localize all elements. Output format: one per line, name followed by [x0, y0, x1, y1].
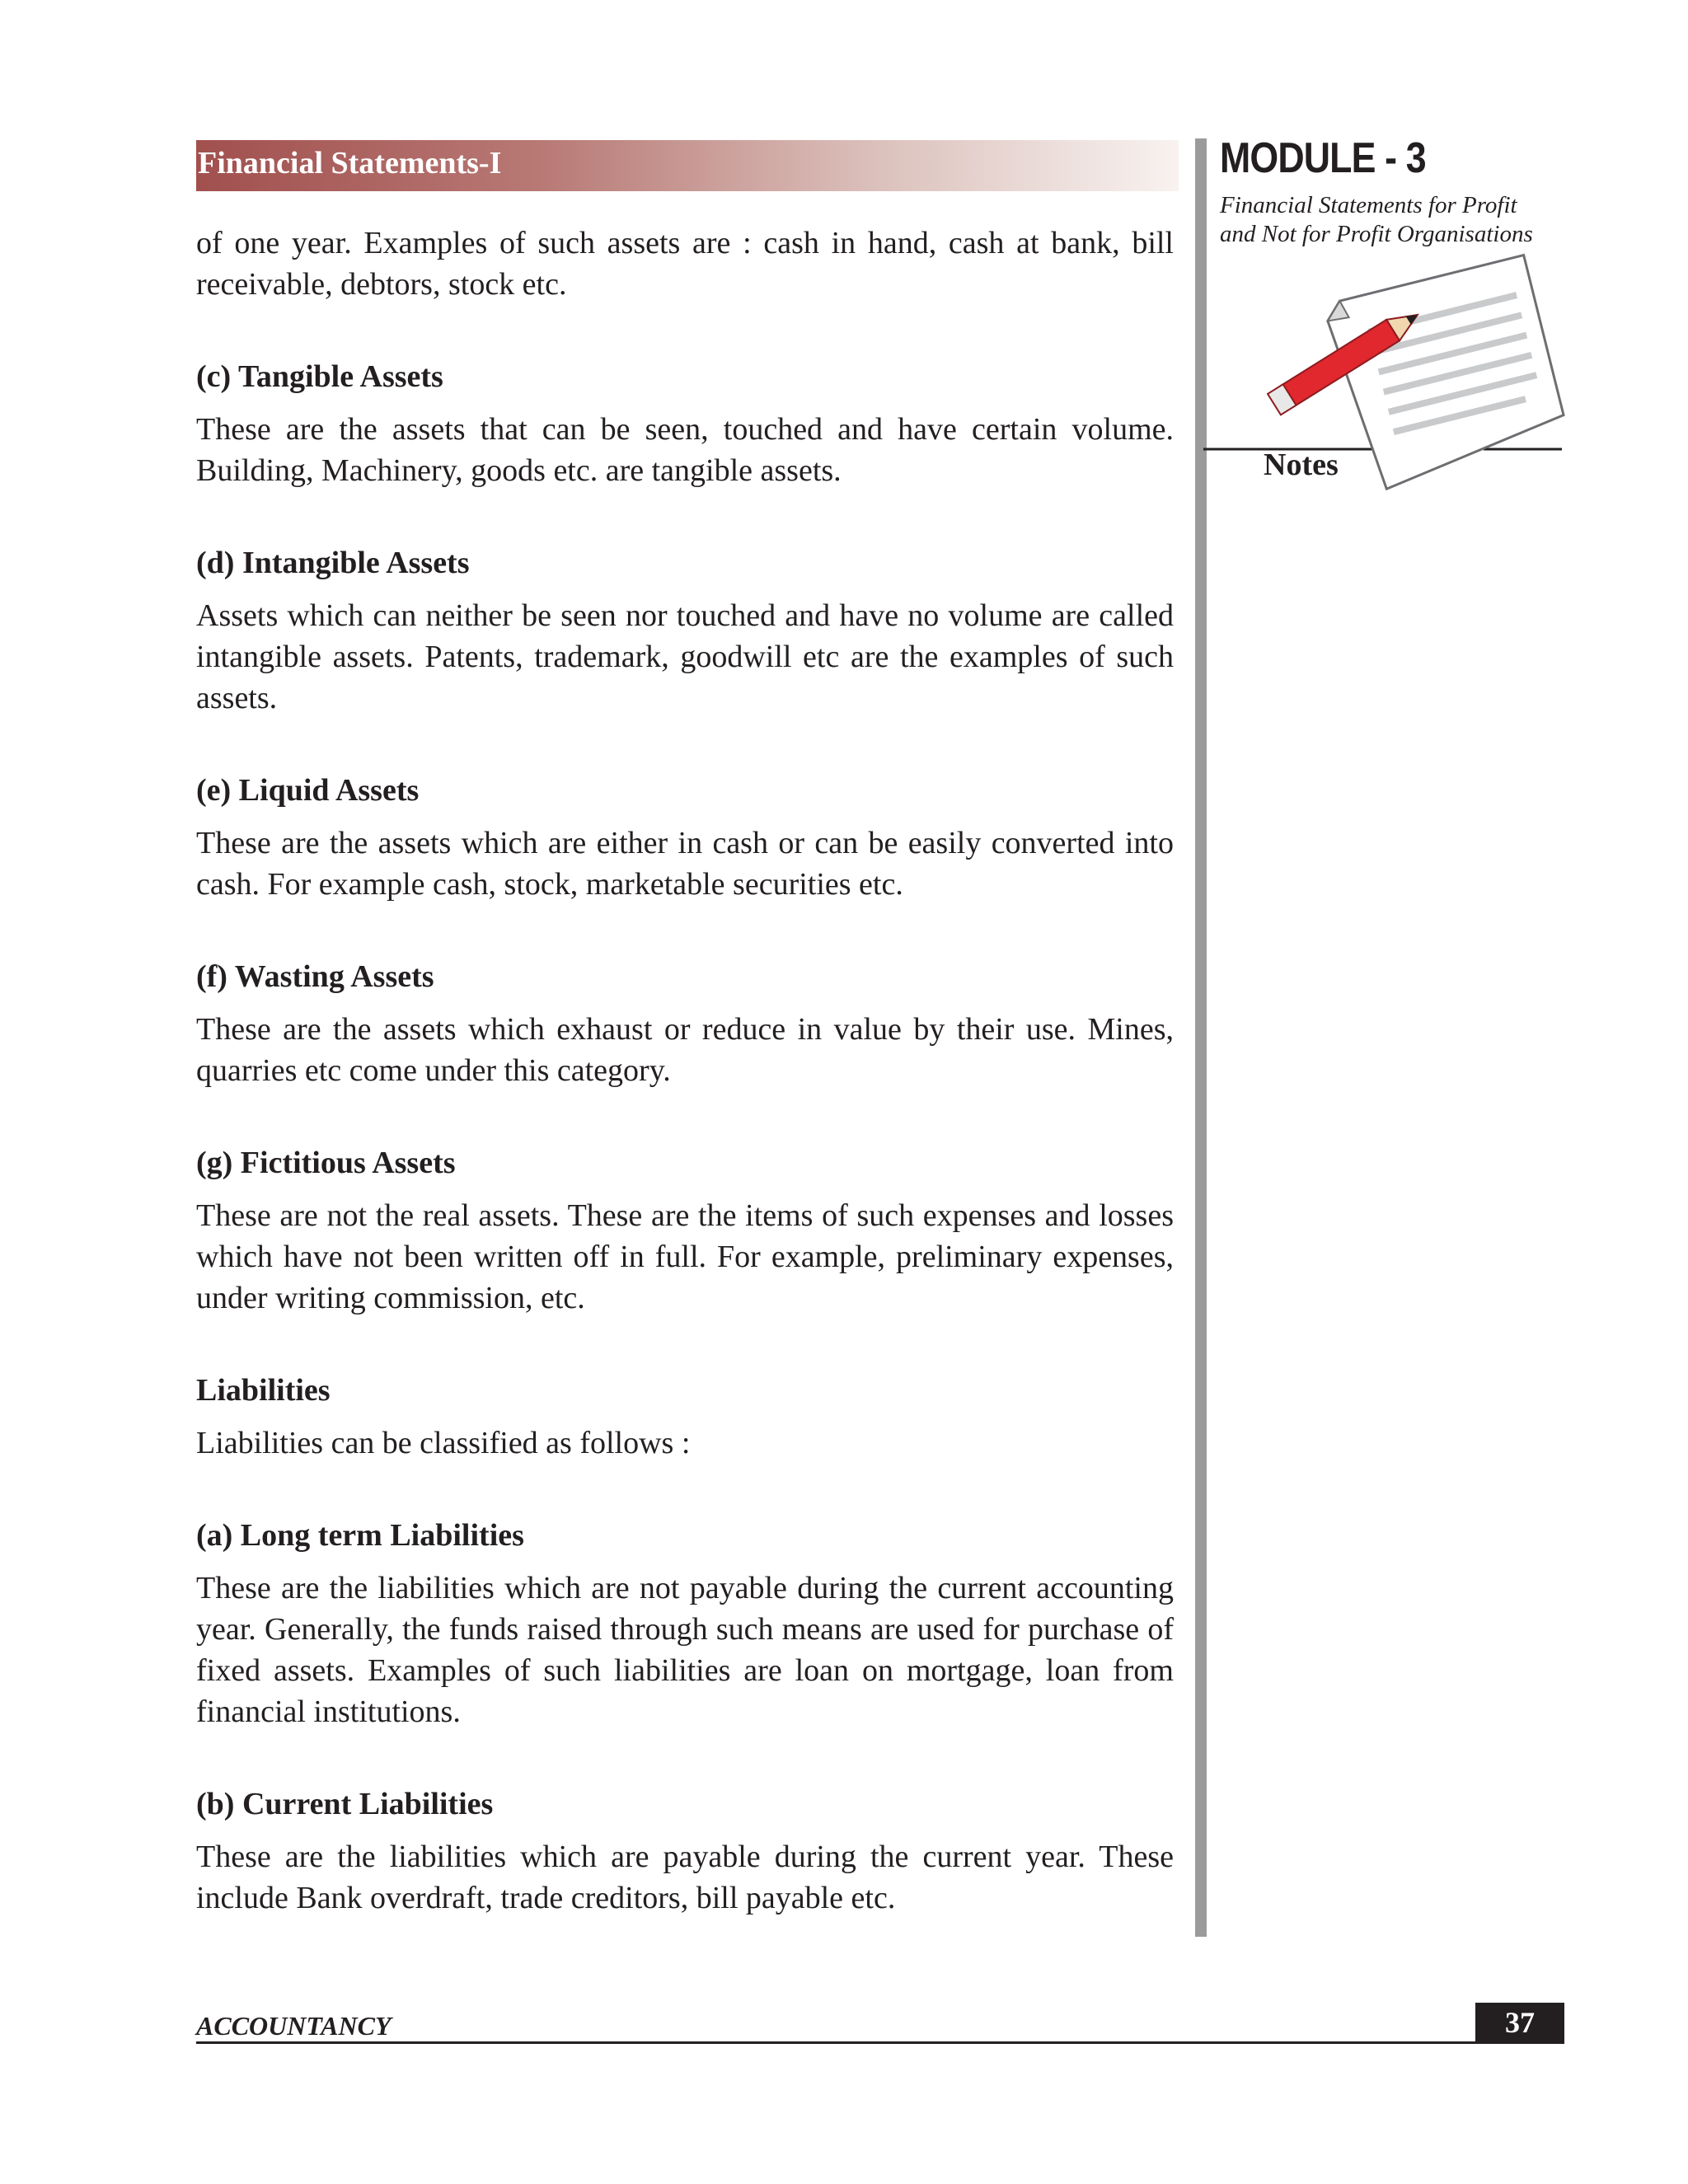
section-heading: (a) Long term Liabilities [196, 1518, 524, 1553]
section-heading: (f) Wasting Assets [196, 959, 434, 994]
page-number: 37 [1475, 2003, 1564, 2042]
section-heading: (c) Tangible Assets [196, 359, 443, 394]
section-text: Assets which can neither be seen nor touched and have no volume are called intangible assets. Patents, trademark, goodwill etc are the examples of such assets. [196, 598, 1174, 715]
section-wasting-assets [196, 956, 1174, 1091]
running-title: Financial Statements-I [198, 146, 502, 180]
section-current-liabilities [196, 1783, 1174, 1919]
section-text: These are the assets which exhaust or reduce in value by their use. Mines, quarries etc come under this category. [196, 1012, 1174, 1088]
intro-paragraph: of one year. Examples of such assets are : cash in hand, cash at bank, bill receivable, debtors, stock etc. [196, 226, 1174, 302]
page-body [196, 223, 1174, 1919]
section-heading: (g) Fictitious Assets [196, 1146, 456, 1180]
notes-label: Notes [1264, 448, 1339, 482]
module-subtitle-line-2: and Not for Profit Organisations [1220, 221, 1533, 247]
section-heading: (d) Intangible Assets [196, 546, 470, 580]
section-text: These are the assets that can be seen, touched and have certain volume. Building, Machinery, goods etc. are tangible assets. [196, 412, 1174, 488]
section-text: Liabilities can be classified as follows : [196, 1426, 691, 1460]
section-heading: (e) Liquid Assets [196, 773, 420, 808]
section-liquid-assets [196, 770, 1174, 905]
section-fictitious-assets [196, 1142, 1174, 1319]
module-subtitle-line-1: Financial Statements for Profit [1220, 192, 1517, 218]
section-long-term-liabilities [196, 1515, 1174, 1732]
section-liabilities [196, 1370, 1174, 1464]
section-heading: (b) Current Liabilities [196, 1787, 494, 1821]
module-subtitle [1220, 191, 1566, 249]
notepad-with-pencil-icon [1203, 251, 1582, 490]
section-text: These are the liabilities which are payable during the current year. These include Bank overdraft, trade creditors, bill payable etc. [196, 1840, 1174, 1915]
footer-rule [196, 2041, 1564, 2044]
module-title: MODULE - 3 [1220, 134, 1426, 182]
running-header [196, 140, 1179, 191]
section-tangible-assets [196, 356, 1174, 491]
section-text: These are the assets which are either in cash or can be easily converted into cash. For example cash, stock, marketable securities etc. [196, 826, 1174, 902]
section-intangible-assets [196, 542, 1174, 719]
section-text: These are not the real assets. These are the items of such expenses and losses which have not been written off in full. For example, preliminary expenses, under writing commission, etc. [196, 1198, 1174, 1315]
footer-subject: ACCOUNTANCY [196, 2011, 392, 2041]
section-text: These are the liabilities which are not payable during the current accounting year. Generally, the funds raised through such means are used for purchase of fixed assets. Examples of such liabilities are loan on mortgage, loan from financial institutions. [196, 1571, 1174, 1729]
section-heading: Liabilities [196, 1373, 331, 1408]
